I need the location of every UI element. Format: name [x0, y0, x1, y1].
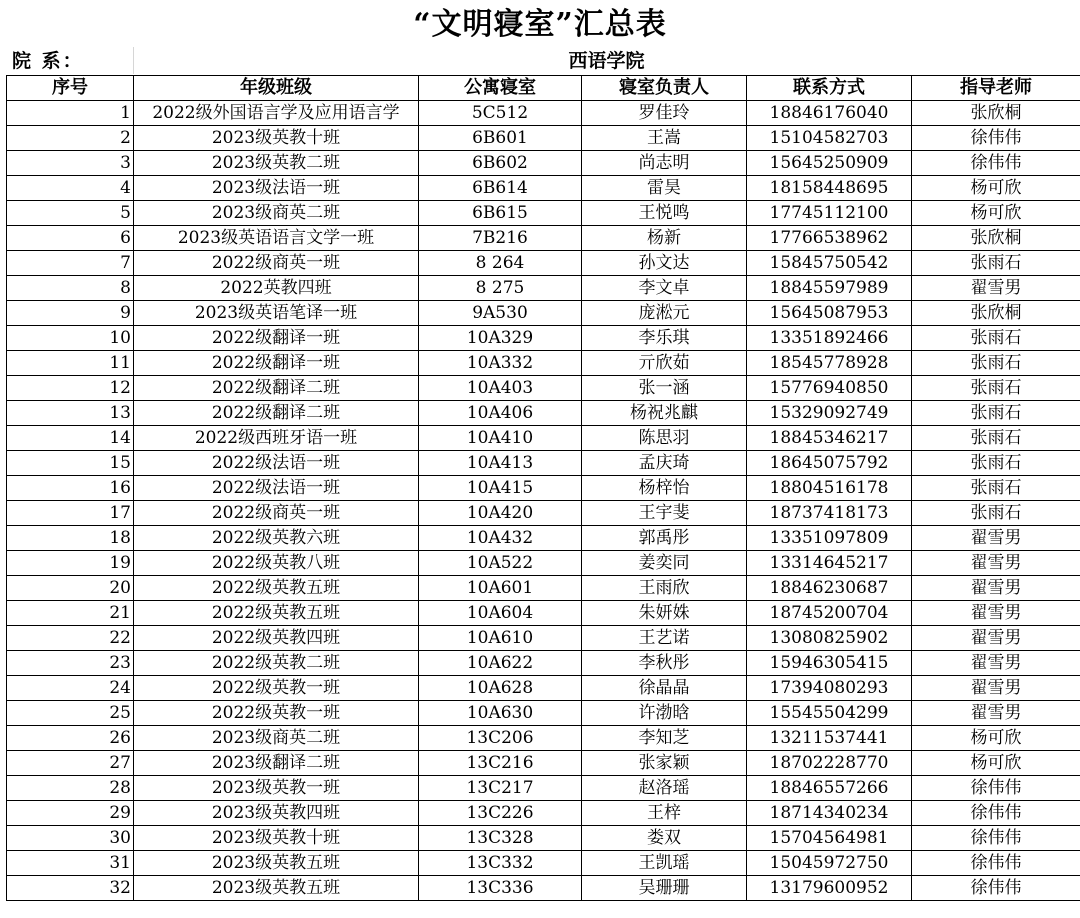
cell-class: 2023级英教二班: [134, 151, 419, 176]
cell-contact: 15545504299: [747, 701, 912, 726]
cell-index: 25: [7, 701, 134, 726]
cell-class: 2023级英教五班: [134, 876, 419, 901]
cell-class: 2023级英语语言文学一班: [134, 226, 419, 251]
cell-advisor: 杨可欣: [912, 726, 1080, 751]
cell-leader: 郭禹彤: [582, 526, 747, 551]
cell-dorm: 8 264: [419, 251, 582, 276]
cell-class: 2022级英教五班: [134, 576, 419, 601]
cell-dorm: 10A415: [419, 476, 582, 501]
cell-contact: 18845346217: [747, 426, 912, 451]
cell-leader: 王艺诺: [582, 626, 747, 651]
cell-advisor: 徐伟伟: [912, 151, 1080, 176]
cell-advisor: 徐伟伟: [912, 776, 1080, 801]
cell-leader: 张家颖: [582, 751, 747, 776]
cell-advisor: 张雨石: [912, 376, 1080, 401]
cell-contact: 15645087953: [747, 301, 912, 326]
cell-dorm: 10A622: [419, 651, 582, 676]
cell-contact: 18845597989: [747, 276, 912, 301]
cell-contact: 18737418173: [747, 501, 912, 526]
cell-leader: 杨祝兆麒: [582, 401, 747, 426]
cell-index: 3: [7, 151, 134, 176]
cell-leader: 徐晶晶: [582, 676, 747, 701]
cell-advisor: 张雨石: [912, 401, 1080, 426]
cell-class: 2022级外国语言学及应用语言学: [134, 101, 419, 126]
cell-index: 12: [7, 376, 134, 401]
cell-contact: 18745200704: [747, 601, 912, 626]
cell-dorm: 8 275: [419, 276, 582, 301]
cell-class: 2022英教四班: [134, 276, 419, 301]
cell-contact: 13351892466: [747, 326, 912, 351]
cell-advisor: 张雨石: [912, 326, 1080, 351]
table-row: [7, 601, 1080, 626]
cell-leader: 张一涵: [582, 376, 747, 401]
cell-index: 17: [7, 501, 134, 526]
cell-class: 2023级英教十班: [134, 826, 419, 851]
cell-class: 2022级英教一班: [134, 676, 419, 701]
cell-leader: 姜奕同: [582, 551, 747, 576]
cell-leader: 吴珊珊: [582, 876, 747, 901]
cell-contact: 17745112100: [747, 201, 912, 226]
cell-dorm: 13C226: [419, 801, 582, 826]
cell-class: 2022级翻译一班: [134, 326, 419, 351]
table-row: [7, 776, 1080, 801]
cell-class: 2023级商英二班: [134, 201, 419, 226]
cell-advisor: 张雨石: [912, 351, 1080, 376]
table-row: [7, 851, 1080, 876]
cell-dorm: 10A630: [419, 701, 582, 726]
cell-leader: 王宇斐: [582, 501, 747, 526]
cell-advisor: 徐伟伟: [912, 876, 1080, 901]
cell-class: 2022级法语一班: [134, 476, 419, 501]
cell-dorm: 13C328: [419, 826, 582, 851]
cell-class: 2023级法语一班: [134, 176, 419, 201]
cell-advisor: 张雨石: [912, 476, 1080, 501]
cell-advisor: 张雨石: [912, 251, 1080, 276]
college-row: [0, 47, 1080, 74]
table-row: [7, 251, 1080, 276]
cell-class: 2022级翻译二班: [134, 401, 419, 426]
cell-dorm: 10A601: [419, 576, 582, 601]
header-cell-leader: 寝室负责人: [582, 76, 747, 101]
dorm-summary-table: [6, 75, 1080, 901]
cell-index: 4: [7, 176, 134, 201]
cell-leader: 李秋彤: [582, 651, 747, 676]
table-row: [7, 701, 1080, 726]
cell-contact: 13314645217: [747, 551, 912, 576]
cell-index: 31: [7, 851, 134, 876]
cell-leader: 王雨欣: [582, 576, 747, 601]
cell-dorm: 13C217: [419, 776, 582, 801]
cell-leader: 许渤晗: [582, 701, 747, 726]
table-row: [7, 426, 1080, 451]
cell-index: 32: [7, 876, 134, 901]
cell-advisor: 翟雪男: [912, 551, 1080, 576]
cell-leader: 雷昊: [582, 176, 747, 201]
cell-contact: 18846230687: [747, 576, 912, 601]
cell-leader: 孟庆琦: [582, 451, 747, 476]
cell-advisor: 徐伟伟: [912, 851, 1080, 876]
cell-contact: 18804516178: [747, 476, 912, 501]
cell-dorm: 10A332: [419, 351, 582, 376]
cell-index: 24: [7, 676, 134, 701]
cell-leader: 赵洛瑶: [582, 776, 747, 801]
cell-leader: 娄双: [582, 826, 747, 851]
cell-leader: 李乐琪: [582, 326, 747, 351]
cell-class: 2022级英教五班: [134, 601, 419, 626]
cell-index: 16: [7, 476, 134, 501]
cell-leader: 王悦鸣: [582, 201, 747, 226]
cell-contact: 15704564981: [747, 826, 912, 851]
table-row: [7, 376, 1080, 401]
cell-dorm: 6B614: [419, 176, 582, 201]
cell-dorm: 13C216: [419, 751, 582, 776]
cell-class: 2023级英教十班: [134, 126, 419, 151]
cell-contact: 13211537441: [747, 726, 912, 751]
cell-class: 2022级商英一班: [134, 501, 419, 526]
table-row: [7, 826, 1080, 851]
cell-leader: 朱妍姝: [582, 601, 747, 626]
cell-advisor: 张雨石: [912, 451, 1080, 476]
cell-dorm: 6B602: [419, 151, 582, 176]
cell-advisor: 翟雪男: [912, 526, 1080, 551]
table-row: [7, 151, 1080, 176]
cell-dorm: 10A420: [419, 501, 582, 526]
cell-contact: 18645075792: [747, 451, 912, 476]
cell-advisor: 翟雪男: [912, 601, 1080, 626]
cell-index: 30: [7, 826, 134, 851]
cell-class: 2022级英教八班: [134, 551, 419, 576]
cell-advisor: 翟雪男: [912, 676, 1080, 701]
cell-leader: 杨新: [582, 226, 747, 251]
table-row: [7, 176, 1080, 201]
cell-advisor: 杨可欣: [912, 201, 1080, 226]
table-row: [7, 326, 1080, 351]
cell-contact: 17766538962: [747, 226, 912, 251]
cell-dorm: 7B216: [419, 226, 582, 251]
cell-dorm: 9A530: [419, 301, 582, 326]
cell-advisor: 翟雪男: [912, 576, 1080, 601]
cell-dorm: 10A406: [419, 401, 582, 426]
table-row: [7, 626, 1080, 651]
cell-contact: 13351097809: [747, 526, 912, 551]
cell-dorm: 10A413: [419, 451, 582, 476]
cell-dorm: 6B601: [419, 126, 582, 151]
cell-class: 2022级翻译二班: [134, 376, 419, 401]
cell-advisor: 张雨石: [912, 426, 1080, 451]
table-row: [7, 351, 1080, 376]
cell-index: 11: [7, 351, 134, 376]
cell-contact: 13080825902: [747, 626, 912, 651]
cell-class: 2023级英教四班: [134, 801, 419, 826]
cell-index: 7: [7, 251, 134, 276]
cell-dorm: 10A410: [419, 426, 582, 451]
cell-index: 28: [7, 776, 134, 801]
cell-class: 2022级英教六班: [134, 526, 419, 551]
cell-dorm: 13C336: [419, 876, 582, 901]
cell-leader: 孙文达: [582, 251, 747, 276]
table-row: [7, 301, 1080, 326]
table-row: [7, 876, 1080, 901]
sheet-title: “文明寝室”汇总表: [413, 7, 667, 42]
cell-class: 2023级翻译二班: [134, 751, 419, 776]
cell-contact: 18846557266: [747, 776, 912, 801]
cell-contact: 15946305415: [747, 651, 912, 676]
cell-dorm: 10A604: [419, 601, 582, 626]
cell-index: 2: [7, 126, 134, 151]
header-cell-class: 年级班级: [134, 76, 419, 101]
cell-contact: 15845750542: [747, 251, 912, 276]
cell-contact: 15104582703: [747, 126, 912, 151]
cell-dorm: 10A610: [419, 626, 582, 651]
table-row: [7, 526, 1080, 551]
cell-leader: 罗佳玲: [582, 101, 747, 126]
table-row: [7, 401, 1080, 426]
cell-class: 2022级翻译一班: [134, 351, 419, 376]
cell-index: 27: [7, 751, 134, 776]
cell-leader: 亓欣茹: [582, 351, 747, 376]
table-row: [7, 651, 1080, 676]
cell-leader: 李知芝: [582, 726, 747, 751]
cell-index: 22: [7, 626, 134, 651]
cell-contact: 18545778928: [747, 351, 912, 376]
cell-dorm: 13C332: [419, 851, 582, 876]
cell-index: 15: [7, 451, 134, 476]
table-row: [7, 751, 1080, 776]
cell-dorm: 5C512: [419, 101, 582, 126]
table-row: [7, 726, 1080, 751]
cell-dorm: 10A403: [419, 376, 582, 401]
cell-class: 2022级西班牙语一班: [134, 426, 419, 451]
cell-advisor: 杨可欣: [912, 176, 1080, 201]
cell-dorm: 10A432: [419, 526, 582, 551]
table-row: [7, 101, 1080, 126]
header-cell-advisor: 指导老师: [912, 76, 1080, 101]
table-row: [7, 126, 1080, 151]
header-cell-index: 序号: [7, 76, 134, 101]
cell-advisor: 徐伟伟: [912, 126, 1080, 151]
cell-contact: 15329092749: [747, 401, 912, 426]
cell-leader: 尚志明: [582, 151, 747, 176]
cell-class: 2023级英语笔译一班: [134, 301, 419, 326]
cell-class: 2022级商英一班: [134, 251, 419, 276]
header-cell-contact: 联系方式: [747, 76, 912, 101]
cell-advisor: 翟雪男: [912, 276, 1080, 301]
cell-contact: 15045972750: [747, 851, 912, 876]
cell-advisor: 徐伟伟: [912, 801, 1080, 826]
cell-index: 13: [7, 401, 134, 426]
table-row: [7, 451, 1080, 476]
cell-class: 2022级英教四班: [134, 626, 419, 651]
cell-advisor: 徐伟伟: [912, 826, 1080, 851]
cell-leader: 陈思羽: [582, 426, 747, 451]
college-label: 院 系：: [12, 50, 84, 72]
header-cell-dorm: 公寓寝室: [419, 76, 582, 101]
cell-index: 10: [7, 326, 134, 351]
cell-advisor: 翟雪男: [912, 651, 1080, 676]
cell-leader: 王凯瑶: [582, 851, 747, 876]
cell-index: 20: [7, 576, 134, 601]
cell-contact: 13179600952: [747, 876, 912, 901]
table-row: [7, 201, 1080, 226]
cell-index: 14: [7, 426, 134, 451]
cell-contact: 18702228770: [747, 751, 912, 776]
cell-class: 2023级英教五班: [134, 851, 419, 876]
cell-index: 21: [7, 601, 134, 626]
table-row: [7, 501, 1080, 526]
cell-contact: 15776940850: [747, 376, 912, 401]
cell-leader: 王嵩: [582, 126, 747, 151]
cell-index: 18: [7, 526, 134, 551]
cell-index: 19: [7, 551, 134, 576]
cell-leader: 李文卓: [582, 276, 747, 301]
cell-advisor: 张欣桐: [912, 101, 1080, 126]
cell-index: 29: [7, 801, 134, 826]
cell-dorm: 10A628: [419, 676, 582, 701]
cell-class: 2023级商英二班: [134, 726, 419, 751]
cell-class: 2023级英教一班: [134, 776, 419, 801]
cell-contact: 18714340234: [747, 801, 912, 826]
cell-contact: 18158448695: [747, 176, 912, 201]
cell-advisor: 张雨石: [912, 501, 1080, 526]
cell-advisor: 翟雪男: [912, 626, 1080, 651]
cell-advisor: 张欣桐: [912, 301, 1080, 326]
cell-advisor: 翟雪男: [912, 701, 1080, 726]
cell-advisor: 张欣桐: [912, 226, 1080, 251]
cell-contact: 17394080293: [747, 676, 912, 701]
table-row: [7, 276, 1080, 301]
header-row: [7, 76, 1080, 101]
cell-contact: 15645250909: [747, 151, 912, 176]
cell-index: 6: [7, 226, 134, 251]
cell-leader: 王梓: [582, 801, 747, 826]
cell-index: 5: [7, 201, 134, 226]
cell-class: 2022级英教二班: [134, 651, 419, 676]
cell-class: 2022级法语一班: [134, 451, 419, 476]
table-row: [7, 576, 1080, 601]
cell-index: 23: [7, 651, 134, 676]
table-row: [7, 476, 1080, 501]
cell-dorm: 10A522: [419, 551, 582, 576]
cell-dorm: 10A329: [419, 326, 582, 351]
table-row: [7, 551, 1080, 576]
cell-leader: 杨梓怡: [582, 476, 747, 501]
cell-index: 9: [7, 301, 134, 326]
cell-dorm: 13C206: [419, 726, 582, 751]
table-row: [7, 676, 1080, 701]
cell-index: 26: [7, 726, 134, 751]
cell-index: 8: [7, 276, 134, 301]
cell-index: 1: [7, 101, 134, 126]
cell-class: 2022级英教一班: [134, 701, 419, 726]
cell-leader: 庞淞元: [582, 301, 747, 326]
cell-advisor: 杨可欣: [912, 751, 1080, 776]
college-value: 西语学院: [568, 50, 645, 72]
cell-contact: 18846176040: [747, 101, 912, 126]
table-row: [7, 226, 1080, 251]
table-row: [7, 801, 1080, 826]
cell-dorm: 6B615: [419, 201, 582, 226]
